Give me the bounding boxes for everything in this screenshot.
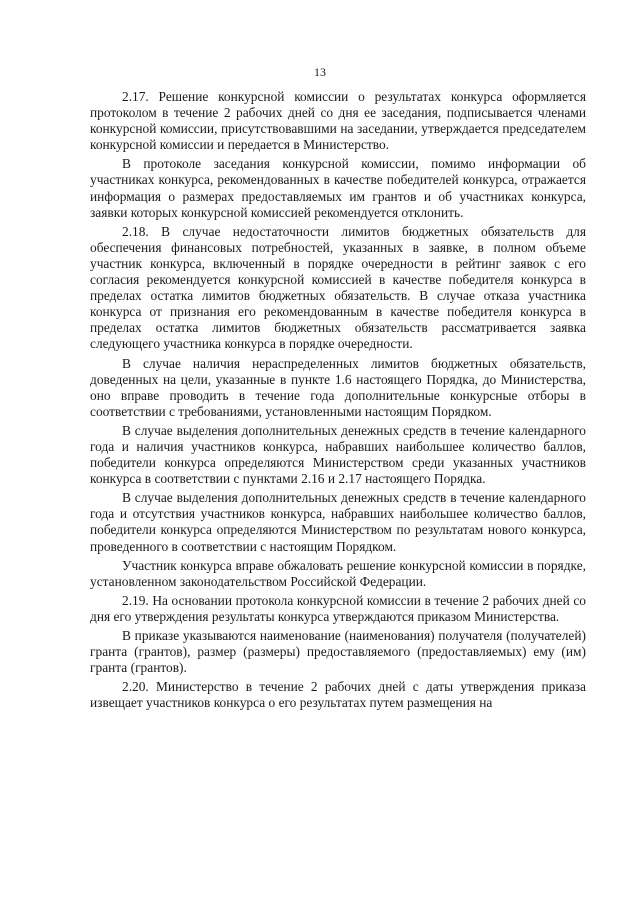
- paragraph-2-19: 2.19. На основании протокола конкурсной комиссии в течение 2 рабочих дней со дня его утверждения результаты конкурса утверждаются приказом Министерства.: [90, 592, 586, 624]
- paragraph-order-contents: В приказе указываются наименование (наименования) получателя (получателей) гранта (грантов), размер (размеры) предоставляемого (предоставляемых) ему (им) гранта (грантов).: [90, 628, 586, 676]
- page-number: 13: [314, 65, 326, 79]
- paragraph-appeal-right: Участник конкурса вправе обжаловать решение конкурсной комиссии в порядке, установленном законодательством Российской Федерации.: [90, 557, 586, 589]
- paragraph-protocol-content: В протоколе заседания конкурсной комиссии, помимо информации об участниках конкурса, рекомендованных в качестве победителей конкурса, отражается информация о размерах предоставляемых им грантов и об участниках конкурса, заявки которых конкурсной комиссией рекомендуется отклонить.: [90, 156, 586, 220]
- paragraph-2-20: 2.20. Министерство в течение 2 рабочих дней с даты утверждения приказа извещает участников конкурса о его результатах путем размещения на: [90, 679, 586, 711]
- paragraph-2-18: 2.18. В случае недостаточности лимитов бюджетных обязательств для обеспечения финансовых потребностей, указанных в заявке, в полном объеме участник конкурса, включенный в порядке очередности в рейтинг заявок с его согласия рекомендуется конкурсной комиссией в качестве победителя конкурса в пределах остатка лимитов бюджетных обязательств. В случае отказа участника конкурса от признания его рекомендованным в качестве победителя конкурса в пределах остатка лимитов бюджетных обязательств рассматривается заявка следующего участника конкурса в порядке очередности.: [90, 223, 586, 352]
- paragraph-additional-funds-without-participants: В случае выделения дополнительных денежных средств в течение календарного года и отсутствия участников конкурса, набравших наибольшее количество баллов, победители конкурса определяются Министерством по результатам нового конкурса, проведенного в соответствии с настоящим Порядком.: [90, 490, 586, 554]
- document-body: [90, 89, 586, 711]
- paragraph-undistributed-limits: В случае наличия нераспределенных лимитов бюджетных обязательств, доведенных на цели, указанные в пункте 1.6 настоящего Порядка, до Министерства, оно вправе проводить в течение года дополнительные конкурсные отборы в соответствии с требованиями, установленными настоящим Порядком.: [90, 355, 586, 419]
- paragraph-2-17: 2.17. Решение конкурсной комиссии о результатах конкурса оформляется протоколом в течение 2 рабочих дней со дня ее заседания, подписывается членами конкурсной комиссии, присутствовавшими на заседании, утверждается председателем конкурсной комиссии и передается в Министерство.: [90, 89, 586, 153]
- paragraph-additional-funds-with-participants: В случае выделения дополнительных денежных средств в течение календарного года и наличия участников конкурса, набравших наибольшее количество баллов, победители конкурса определяются Министерством среди указанных участников конкурса в соответствии с пунктами 2.16 и 2.17 настоящего Порядка.: [90, 422, 586, 487]
